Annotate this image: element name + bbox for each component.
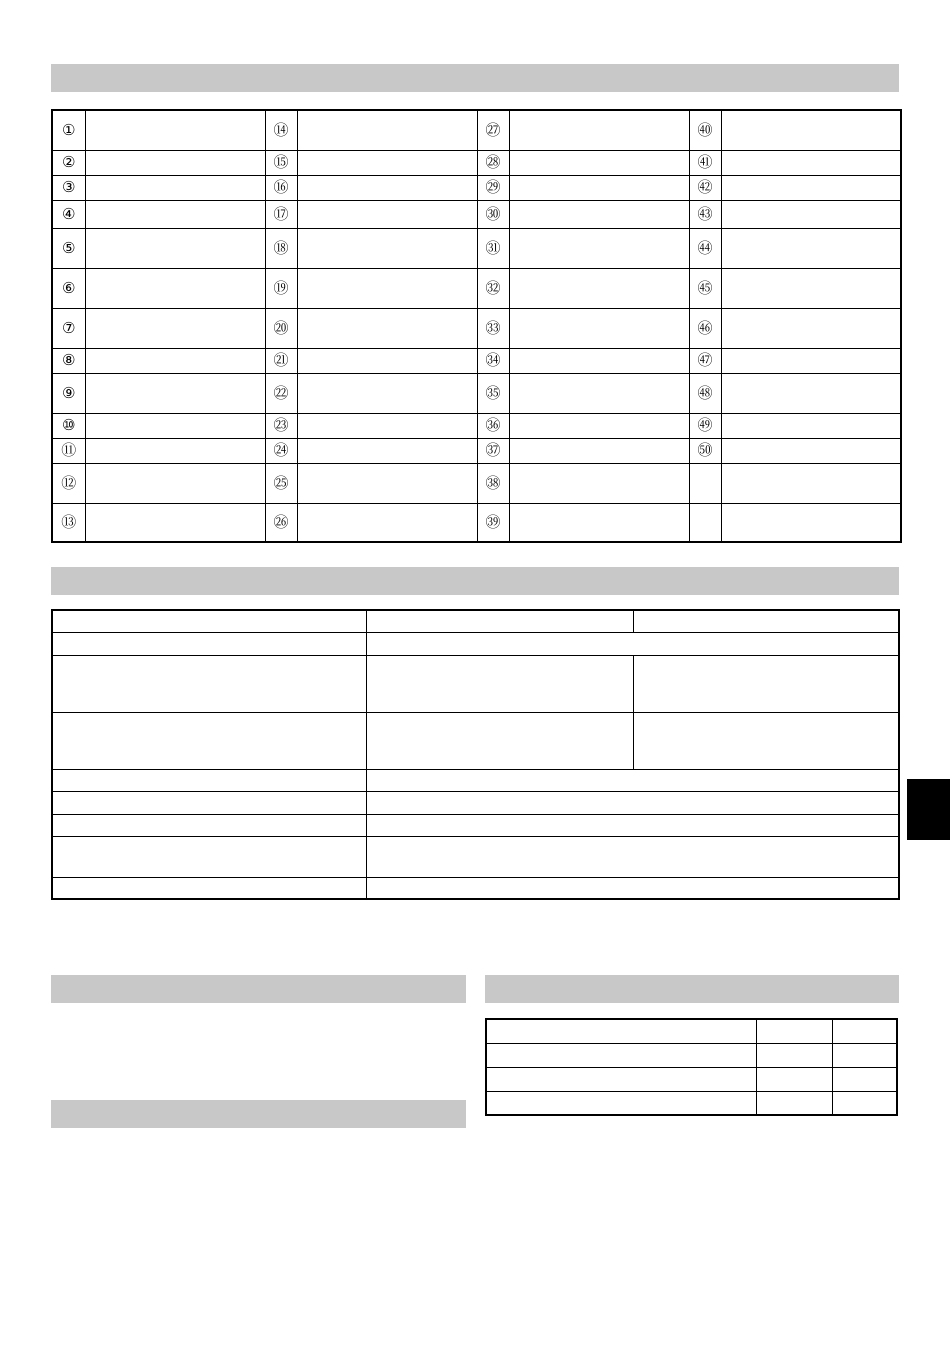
part-number: ㉛ (477, 228, 509, 268)
part-name (721, 308, 901, 348)
part-number: ⑫ (52, 463, 85, 503)
part-name (509, 308, 689, 348)
part-number: ㉞ (477, 348, 509, 373)
left-section-header-1 (51, 975, 466, 1003)
part-name (721, 463, 901, 503)
part-number: ㊲ (477, 438, 509, 463)
spec-cell (366, 877, 899, 899)
part-name (85, 268, 265, 308)
part-number: ㉔ (265, 438, 297, 463)
spec-cell (366, 655, 633, 712)
part-number: ⑯ (265, 175, 297, 200)
parts-table (51, 109, 902, 543)
small-table-cell (832, 1019, 897, 1043)
part-name (509, 228, 689, 268)
part-name (721, 175, 901, 200)
part-number: ㉗ (477, 110, 509, 150)
parts-section-header (51, 64, 899, 92)
part-number: ㊹ (689, 228, 721, 268)
part-name (297, 268, 477, 308)
part-number: ㊴ (477, 503, 509, 542)
small-table (485, 1018, 898, 1116)
spec-row (52, 610, 899, 632)
small-table-row (486, 1067, 897, 1091)
part-name (721, 373, 901, 413)
part-number: ⑱ (265, 228, 297, 268)
part-number: ㊳ (477, 463, 509, 503)
spec-cell (52, 610, 366, 632)
spec-cell (52, 836, 366, 877)
small-table-cell (832, 1043, 897, 1067)
spec-cell (52, 632, 366, 655)
part-name (509, 150, 689, 175)
parts-row (52, 175, 901, 200)
part-number: ⑰ (265, 200, 297, 228)
specifications-table (51, 609, 900, 900)
part-name (509, 463, 689, 503)
spec-cell (366, 632, 899, 655)
part-number: ⑨ (52, 373, 85, 413)
parts-row (52, 110, 901, 150)
part-name (297, 175, 477, 200)
part-number: ⑭ (265, 110, 297, 150)
spec-cell (52, 877, 366, 899)
part-name (297, 438, 477, 463)
small-table-cell (756, 1043, 832, 1067)
part-number: ㊱ (477, 413, 509, 438)
spec-row (52, 836, 899, 877)
part-number (689, 463, 721, 503)
spec-cell (366, 814, 899, 836)
part-number: ㉜ (477, 268, 509, 308)
small-table-cell (756, 1019, 832, 1043)
part-name (297, 308, 477, 348)
parts-row (52, 373, 901, 413)
spec-cell (52, 712, 366, 769)
part-name (297, 463, 477, 503)
part-number: ⑩ (52, 413, 85, 438)
right-section-header (485, 975, 899, 1003)
part-number: ㊶ (689, 150, 721, 175)
part-number: ㊿ (689, 438, 721, 463)
part-name (85, 150, 265, 175)
part-number: ㊺ (689, 268, 721, 308)
part-name (85, 175, 265, 200)
part-name (509, 175, 689, 200)
part-number: ④ (52, 200, 85, 228)
spec-cell (52, 655, 366, 712)
parts-row (52, 228, 901, 268)
part-name (721, 150, 901, 175)
part-name (509, 503, 689, 542)
part-name (297, 228, 477, 268)
part-name (509, 438, 689, 463)
part-number: ⑧ (52, 348, 85, 373)
parts-row (52, 268, 901, 308)
part-number: ③ (52, 175, 85, 200)
part-number: ㊽ (689, 373, 721, 413)
spec-cell (366, 836, 899, 877)
spec-cell (52, 769, 366, 791)
spec-row (52, 877, 899, 899)
part-number: ㉒ (265, 373, 297, 413)
small-table-cell (486, 1019, 756, 1043)
spec-row (52, 655, 899, 712)
parts-row (52, 348, 901, 373)
part-number: ㉙ (477, 175, 509, 200)
parts-row (52, 150, 901, 175)
parts-row (52, 438, 901, 463)
part-number: ⑤ (52, 228, 85, 268)
part-name (721, 228, 901, 268)
spec-row (52, 814, 899, 836)
part-number: ⑮ (265, 150, 297, 175)
part-name (85, 228, 265, 268)
small-table-cell (832, 1067, 897, 1091)
side-chapter-tab (907, 779, 950, 840)
part-name (85, 373, 265, 413)
parts-row (52, 463, 901, 503)
spec-cell (633, 712, 899, 769)
small-table-row (486, 1043, 897, 1067)
part-name (85, 308, 265, 348)
small-table-row (486, 1019, 897, 1043)
part-number: ㉑ (265, 348, 297, 373)
part-name (721, 503, 901, 542)
part-number: ㊻ (689, 308, 721, 348)
part-number: ㉟ (477, 373, 509, 413)
part-name (509, 268, 689, 308)
part-number: ⑦ (52, 308, 85, 348)
spec-cell (366, 610, 633, 632)
part-name (297, 348, 477, 373)
part-name (721, 200, 901, 228)
parts-row (52, 308, 901, 348)
part-number: ㉕ (265, 463, 297, 503)
part-number: ⑳ (265, 308, 297, 348)
part-number: ⑬ (52, 503, 85, 542)
part-name (509, 413, 689, 438)
part-number: ⑥ (52, 268, 85, 308)
spec-cell (366, 769, 899, 791)
part-number: ① (52, 110, 85, 150)
part-name (85, 200, 265, 228)
part-name (85, 348, 265, 373)
part-number: ㉓ (265, 413, 297, 438)
spec-row (52, 791, 899, 814)
part-number: ㉘ (477, 150, 509, 175)
spec-row (52, 769, 899, 791)
part-name (509, 373, 689, 413)
spec-row (52, 632, 899, 655)
part-number: ㊸ (689, 200, 721, 228)
part-name (85, 413, 265, 438)
part-name (85, 438, 265, 463)
part-name (297, 413, 477, 438)
part-number: ㊷ (689, 175, 721, 200)
small-table-cell (486, 1067, 756, 1091)
part-number: ㊾ (689, 413, 721, 438)
spec-cell (366, 791, 899, 814)
spec-cell (366, 712, 633, 769)
spec-cell (633, 655, 899, 712)
part-name (721, 348, 901, 373)
part-number: ㉖ (265, 503, 297, 542)
part-number: ㉚ (477, 200, 509, 228)
part-name (297, 200, 477, 228)
part-name (85, 463, 265, 503)
part-number: ② (52, 150, 85, 175)
parts-row (52, 503, 901, 542)
part-name (297, 150, 477, 175)
part-number: ⑲ (265, 268, 297, 308)
small-table-cell (832, 1091, 897, 1115)
part-name (509, 348, 689, 373)
part-number (689, 503, 721, 542)
small-table-row (486, 1091, 897, 1115)
small-table-cell (486, 1043, 756, 1067)
small-table-cell (756, 1091, 832, 1115)
part-name (297, 110, 477, 150)
spec-cell (52, 791, 366, 814)
part-name (721, 438, 901, 463)
part-name (509, 110, 689, 150)
part-name (85, 503, 265, 542)
part-name (721, 268, 901, 308)
left-section-header-2 (51, 1100, 466, 1128)
part-name (85, 110, 265, 150)
spec-row (52, 712, 899, 769)
small-table-cell (486, 1091, 756, 1115)
parts-row (52, 413, 901, 438)
part-name (509, 200, 689, 228)
part-number: ㊼ (689, 348, 721, 373)
part-name (297, 503, 477, 542)
part-number: ㉝ (477, 308, 509, 348)
small-table-cell (756, 1067, 832, 1091)
parts-row (52, 200, 901, 228)
part-name (297, 373, 477, 413)
part-number: ⑪ (52, 438, 85, 463)
part-name (721, 110, 901, 150)
spec-cell (633, 610, 899, 632)
spec-cell (52, 814, 366, 836)
part-number: ㊵ (689, 110, 721, 150)
part-name (721, 413, 901, 438)
specifications-section-header (51, 567, 899, 595)
